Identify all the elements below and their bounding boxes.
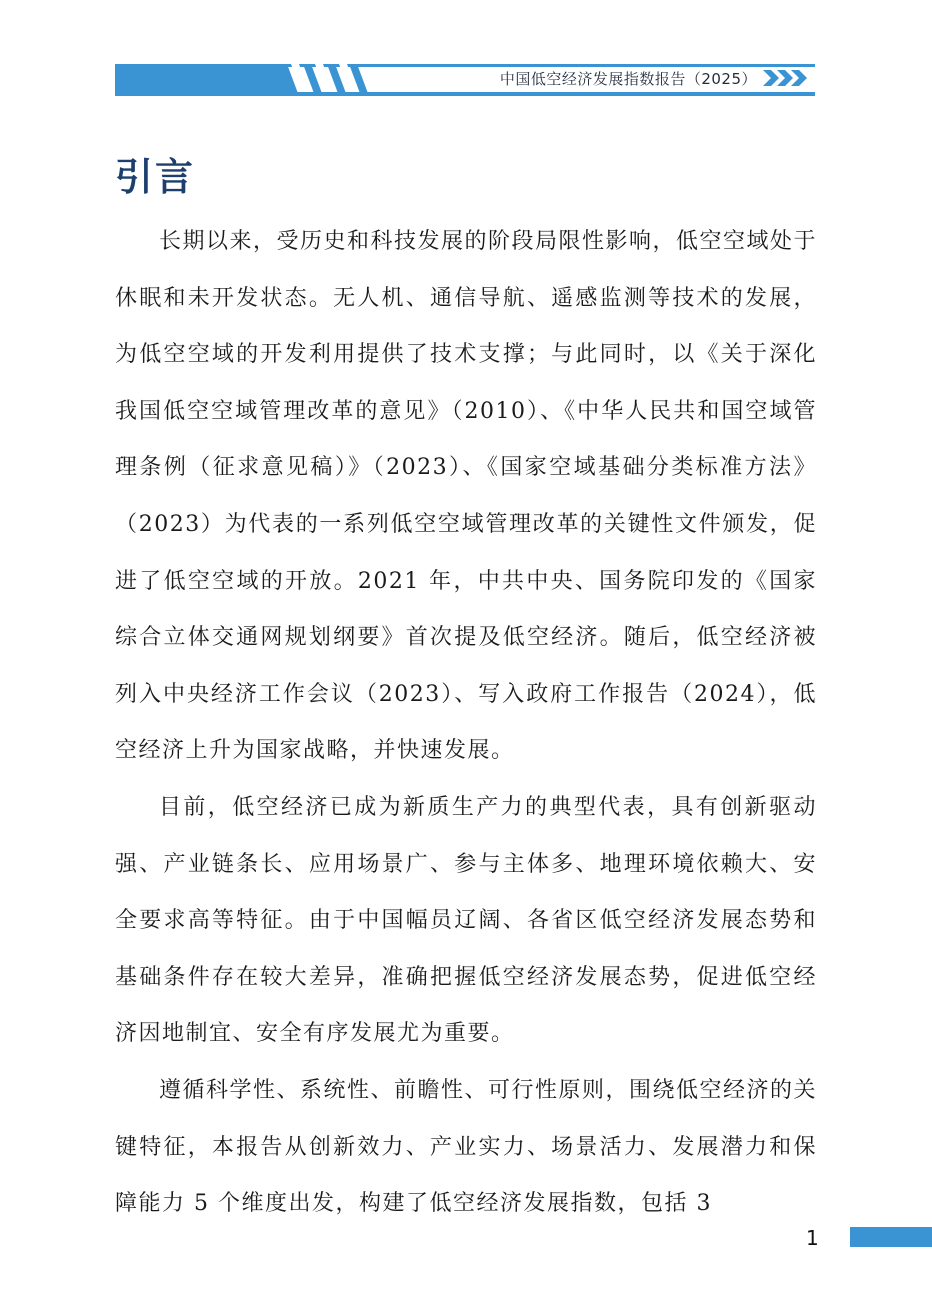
paragraph: 遵循科学性、系统性、前瞻性、可行性原则，围绕低空经济的关键特征，本报告从创新效力、产业实力、场景活力、发展潜力和保障能力 5 个维度出发，构建了低空经济发展指数，包括 3 — [115, 1077, 818, 1217]
header-title: 中国低空经济发展指数报告（2025） — [499, 70, 757, 88]
header-bottom-line — [115, 92, 815, 96]
paragraph: 长期以来，受历史和科技发展的阶段局限性影响，低空空域处于休眠和未开发状态。无人机、通信导航、遥感监测等技术的发展，为低空空域的开发利用提供了技术支撑；与此同时，以《关于深化我国低空空域管理改革的意见》（2010）、《中华人民共和国空域管理条例（征求意见稿）》（2023）、《国家空域基础分类标准方法》（2023）为代表的一系列低空空域管理改革的关键性文件颁发，促进了低空空域的开放。2021 年，中共中央、国务院印发的《国家综合立体交通网规划纲要》首次提及低空经济。随后，低空经济被列入中央经济工作会议（2023）、写入政府工作报告（2024），低空经济上升为国家战略，并快速发展。 — [115, 229, 818, 764]
page-number: 1 — [806, 1226, 819, 1250]
footer-bar — [850, 1227, 932, 1247]
paragraph: 目前，低空经济已成为新质生产力的典型代表，具有创新驱动强、产业链条长、应用场景广、参与主体多、地理环境依赖大、安全要求高等特征。由于中国幅员辽阔、各省区低空经济发展态势和基础条件存在较大差异，准确把握低空经济发展态势，促进低空经济因地制宜、安全有序发展尤为重要。 — [115, 794, 817, 1047]
page-header — [115, 64, 815, 96]
header-left-block — [115, 64, 299, 96]
section-title: 引言 — [115, 155, 196, 199]
chevrons-right-icon — [763, 68, 813, 88]
body-text — [115, 214, 817, 1233]
